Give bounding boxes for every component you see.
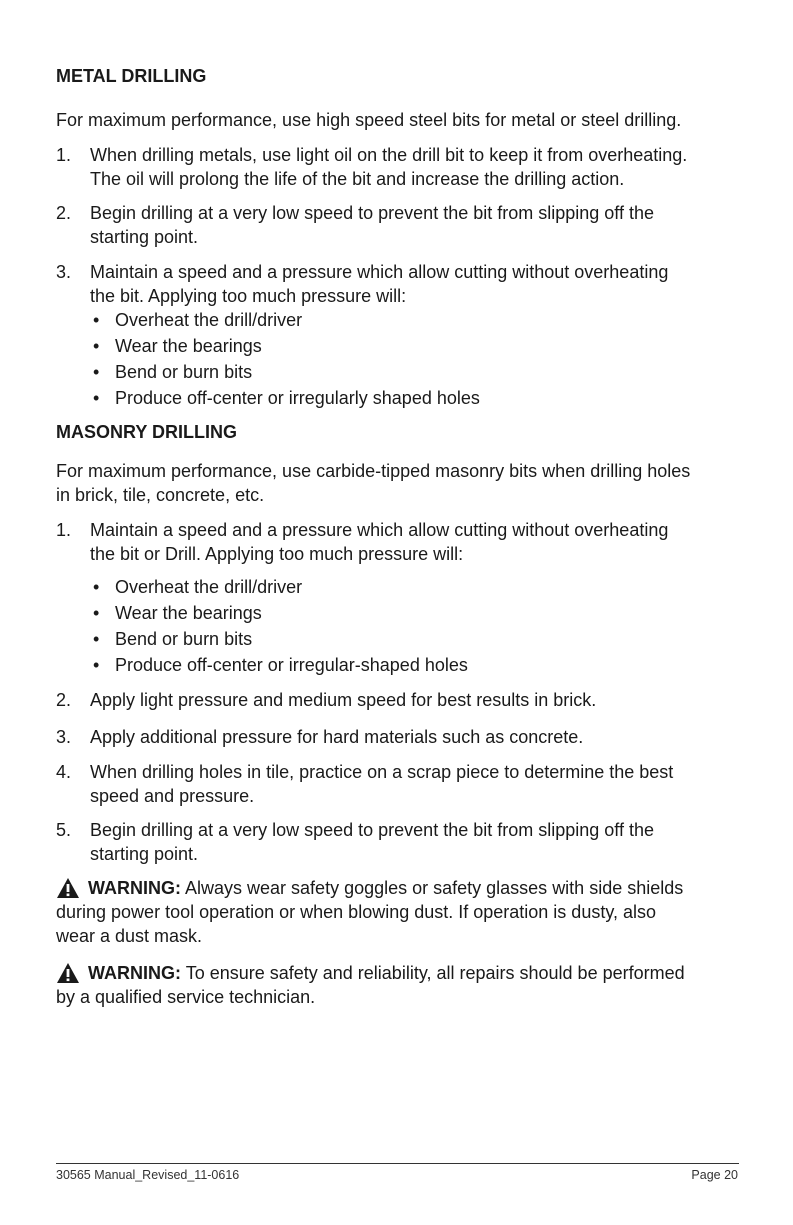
bullet-dot: • xyxy=(93,577,100,597)
bullet-dot: • xyxy=(93,629,100,649)
masonry-item-number: 1. xyxy=(56,520,72,540)
masonry-item-number: 3. xyxy=(56,727,72,747)
masonry-item-line: Apply light pressure and medium speed for best results in brick. xyxy=(90,690,597,710)
warning-line: Always wear safety goggles or safety glasses with side shields xyxy=(185,878,684,898)
masonry-item-line: starting point. xyxy=(90,844,199,864)
warning-triangle-icon xyxy=(56,962,80,984)
footer-page-number: Page 20 xyxy=(691,1168,738,1182)
warning-line: To ensure safety and reliability, all repairs should be performed xyxy=(185,963,685,983)
bullet-dot: • xyxy=(93,388,100,408)
bullet-dot: • xyxy=(93,310,100,330)
warning-line: wear a dust mask. xyxy=(56,926,203,946)
metal-item-number: 3. xyxy=(56,262,72,282)
masonry-item-line: speed and pressure. xyxy=(90,786,255,806)
masonry-item-line: Begin drilling at a very low speed to prevent the bit from slipping off the xyxy=(90,820,654,840)
masonry-drilling-heading: MASONRY DRILLING xyxy=(56,422,238,442)
masonry-bullet-item: Bend or burn bits xyxy=(115,629,253,649)
metal-item-line: Begin drilling at a very low speed to prevent the bit from slipping off the xyxy=(90,203,654,223)
metal-item-line: When drilling metals, use light oil on the drill bit to keep it from overheating. xyxy=(90,145,688,165)
bullet-dot: • xyxy=(93,336,100,356)
bullet-dot: • xyxy=(93,655,100,675)
warning-text xyxy=(88,878,683,899)
metal-item-number: 2. xyxy=(56,203,72,223)
warning-triangle-icon xyxy=(56,877,80,899)
metal-intro: For maximum performance, use high speed steel bits for metal or steel drilling. xyxy=(56,110,682,130)
metal-bullet-item: Produce off-center or irregularly shaped holes xyxy=(115,388,480,408)
masonry-item-line: When drilling holes in tile, practice on a scrap piece to determine the best xyxy=(90,762,674,782)
masonry-bullet-item: Produce off-center or irregular-shaped holes xyxy=(115,655,468,675)
metal-item-number: 1. xyxy=(56,145,72,165)
masonry-intro-line: in brick, tile, concrete, etc. xyxy=(56,485,265,505)
masonry-item-line: Apply additional pressure for hard materials such as concrete. xyxy=(90,727,584,747)
bullet-dot: • xyxy=(93,603,100,623)
warning-line: by a qualified service technician. xyxy=(56,987,316,1007)
bullet-dot: • xyxy=(93,362,100,382)
metal-item-line: The oil will prolong the life of the bit and increase the drilling action. xyxy=(90,169,625,189)
metal-bullet-item: Wear the bearings xyxy=(115,336,262,356)
masonry-item-number: 5. xyxy=(56,820,72,840)
metal-item-line: Maintain a speed and a pressure which allow cutting without overheating xyxy=(90,262,669,282)
metal-item-line: starting point. xyxy=(90,227,199,247)
warning-title: WARNING: xyxy=(88,878,181,898)
footer-doc-id: 30565 Manual_Revised_11-0616 xyxy=(56,1168,240,1182)
metal-bullet-item: Bend or burn bits xyxy=(115,362,253,382)
metal-drilling-heading: METAL DRILLING xyxy=(56,66,207,86)
masonry-bullet-item: Wear the bearings xyxy=(115,603,262,623)
masonry-bullet-item: Overheat the drill/driver xyxy=(115,577,303,597)
masonry-item-number: 2. xyxy=(56,690,72,710)
warning-text xyxy=(88,963,685,984)
masonry-item-line: Maintain a speed and a pressure which allow cutting without overheating xyxy=(90,520,669,540)
warning-line: during power tool operation or when blowing dust. If operation is dusty, also xyxy=(56,902,657,922)
warning-title: WARNING: xyxy=(88,963,181,983)
metal-item-line: the bit. Applying too much pressure will: xyxy=(90,286,407,306)
masonry-item-number: 4. xyxy=(56,762,72,782)
metal-bullet-item: Overheat the drill/driver xyxy=(115,310,303,330)
footer-rule xyxy=(56,1163,739,1164)
masonry-intro-line: For maximum performance, use carbide-tipped masonry bits when drilling holes xyxy=(56,461,691,481)
masonry-item-line: the bit or Drill. Applying too much pressure will: xyxy=(90,544,464,564)
